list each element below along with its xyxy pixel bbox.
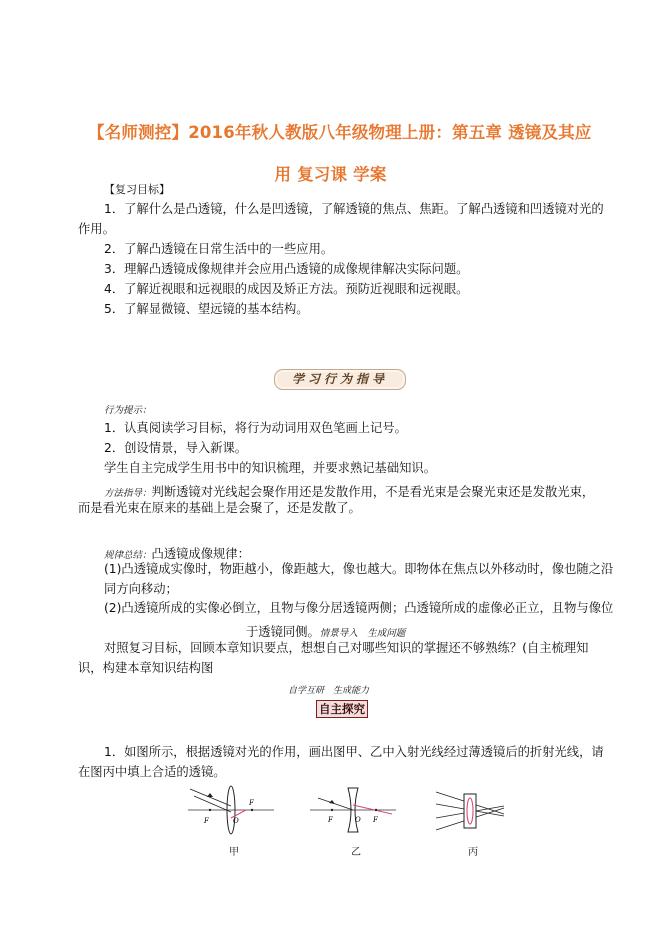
method-text: 判断透镜对光线起会聚作用还是发散作用，不是看光束是会聚光束还是发散光束， bbox=[151, 485, 595, 499]
objective-1: 1．了解什么是凸透镜，什么是凹透镜，了解透镜的焦点、焦距。了解凸透镜和凹透镜对光的 bbox=[104, 202, 604, 216]
rule-1: (1)凸透镜成实像时，物距越小，像距越大，像也越大。即物体在焦点以外移动时，像也随之沿 bbox=[104, 562, 614, 576]
label-f-left: F bbox=[328, 816, 333, 824]
figure-caption-yi: 乙 bbox=[351, 847, 361, 858]
arrow-1 bbox=[207, 793, 213, 797]
label-o: O bbox=[233, 817, 239, 825]
rules-line bbox=[104, 543, 250, 562]
focus-left bbox=[331, 809, 333, 811]
objective-5: 5．了解显微镜、望远镜的基本结构。 bbox=[104, 302, 309, 316]
behavior-item-1: 1．认真阅读学习目标，将行为动词用双色笔画上记号。 bbox=[104, 421, 407, 435]
label-f-right: F bbox=[249, 799, 254, 807]
label-f-left: F bbox=[204, 817, 209, 825]
figure-caption-bing: 丙 bbox=[468, 847, 478, 858]
label-f-right: F bbox=[373, 816, 378, 824]
rule-2: (2)凸透镜所成的实像必倒立，且物与像分居透镜两侧；凸透镜所成的虚像必正立，且物与像位 bbox=[104, 601, 614, 615]
objective-3: 3．理解凸透镜成像规律并会应用凸透镜的成像规律解决实际问题。 bbox=[104, 262, 469, 276]
figure-caption-jia: 甲 bbox=[229, 847, 239, 858]
focus-left bbox=[209, 809, 211, 811]
label-o: O bbox=[355, 816, 361, 824]
figure-bing-lens-box bbox=[432, 784, 518, 840]
behavior-item-2: 2．创设情景，导入新课。 bbox=[104, 441, 248, 455]
question-line-2: 在图丙中填上合适的透镜。 bbox=[78, 765, 226, 779]
objectives-heading: 【复习目标】 bbox=[104, 183, 170, 196]
section-banner: 学习行为指导 bbox=[274, 369, 406, 390]
rules-title: 凸透镜成像规律： bbox=[151, 547, 250, 561]
method-text-cont: 而是看光束在原来的基础上是会聚了，还是发散了。 bbox=[78, 501, 361, 515]
explore-box: 自主探究 bbox=[316, 700, 368, 718]
hint-label: 行为提示： bbox=[104, 405, 152, 416]
page-title-line1: 【名师测控】2016年秋人教版八年级物理上册：第五章 透镜及其应 bbox=[88, 123, 592, 142]
self-study-label: 自学互研 生成能力 bbox=[288, 686, 370, 696]
rule-2-cont: 于透镜同侧。 bbox=[246, 625, 320, 639]
objective-1-cont: 作用。 bbox=[78, 222, 115, 236]
figure-jia-convex-lens bbox=[186, 784, 276, 840]
method-line bbox=[104, 481, 594, 500]
incident-ray bbox=[318, 798, 353, 810]
objective-2: 2．了解凸透镜在日常生活中的一些应用。 bbox=[104, 242, 334, 256]
review-line-1: 对照复习目标，回顾本章知识要点，想想自己对哪些知识的掌握还不够熟练？(自主梳理知 bbox=[104, 641, 589, 655]
lens-box bbox=[464, 794, 476, 828]
focus-right bbox=[375, 809, 377, 811]
page-title-line2: 用 复习课 学案 bbox=[274, 165, 387, 184]
focus-right bbox=[251, 809, 253, 811]
rule-2-cont-line bbox=[246, 621, 405, 640]
method-label: 方法指导： bbox=[104, 488, 152, 499]
review-line-2: 识，构建本章知识结构图 bbox=[78, 661, 214, 675]
objective-4: 4．了解近视眼和远视眼的成因及矫正方法。预防近视眼和远视眼。 bbox=[104, 282, 469, 296]
refracted-ray bbox=[353, 805, 392, 814]
rule-1-cont: 同方向移动； bbox=[104, 582, 178, 596]
rules-label: 规律总结： bbox=[104, 550, 152, 561]
behavior-item-3: 学生自主完成学生用书中的知识梳理，并要求熟记基础知识。 bbox=[104, 461, 437, 475]
question-line-1: 1．如图所示，根据透镜对光的作用，画出图甲、乙中入射光线经过薄透镜后的折射光线，请 bbox=[104, 745, 604, 759]
scene-label: 情景导入 生成问题 bbox=[319, 628, 406, 639]
figure-yi-concave-lens bbox=[308, 784, 398, 840]
